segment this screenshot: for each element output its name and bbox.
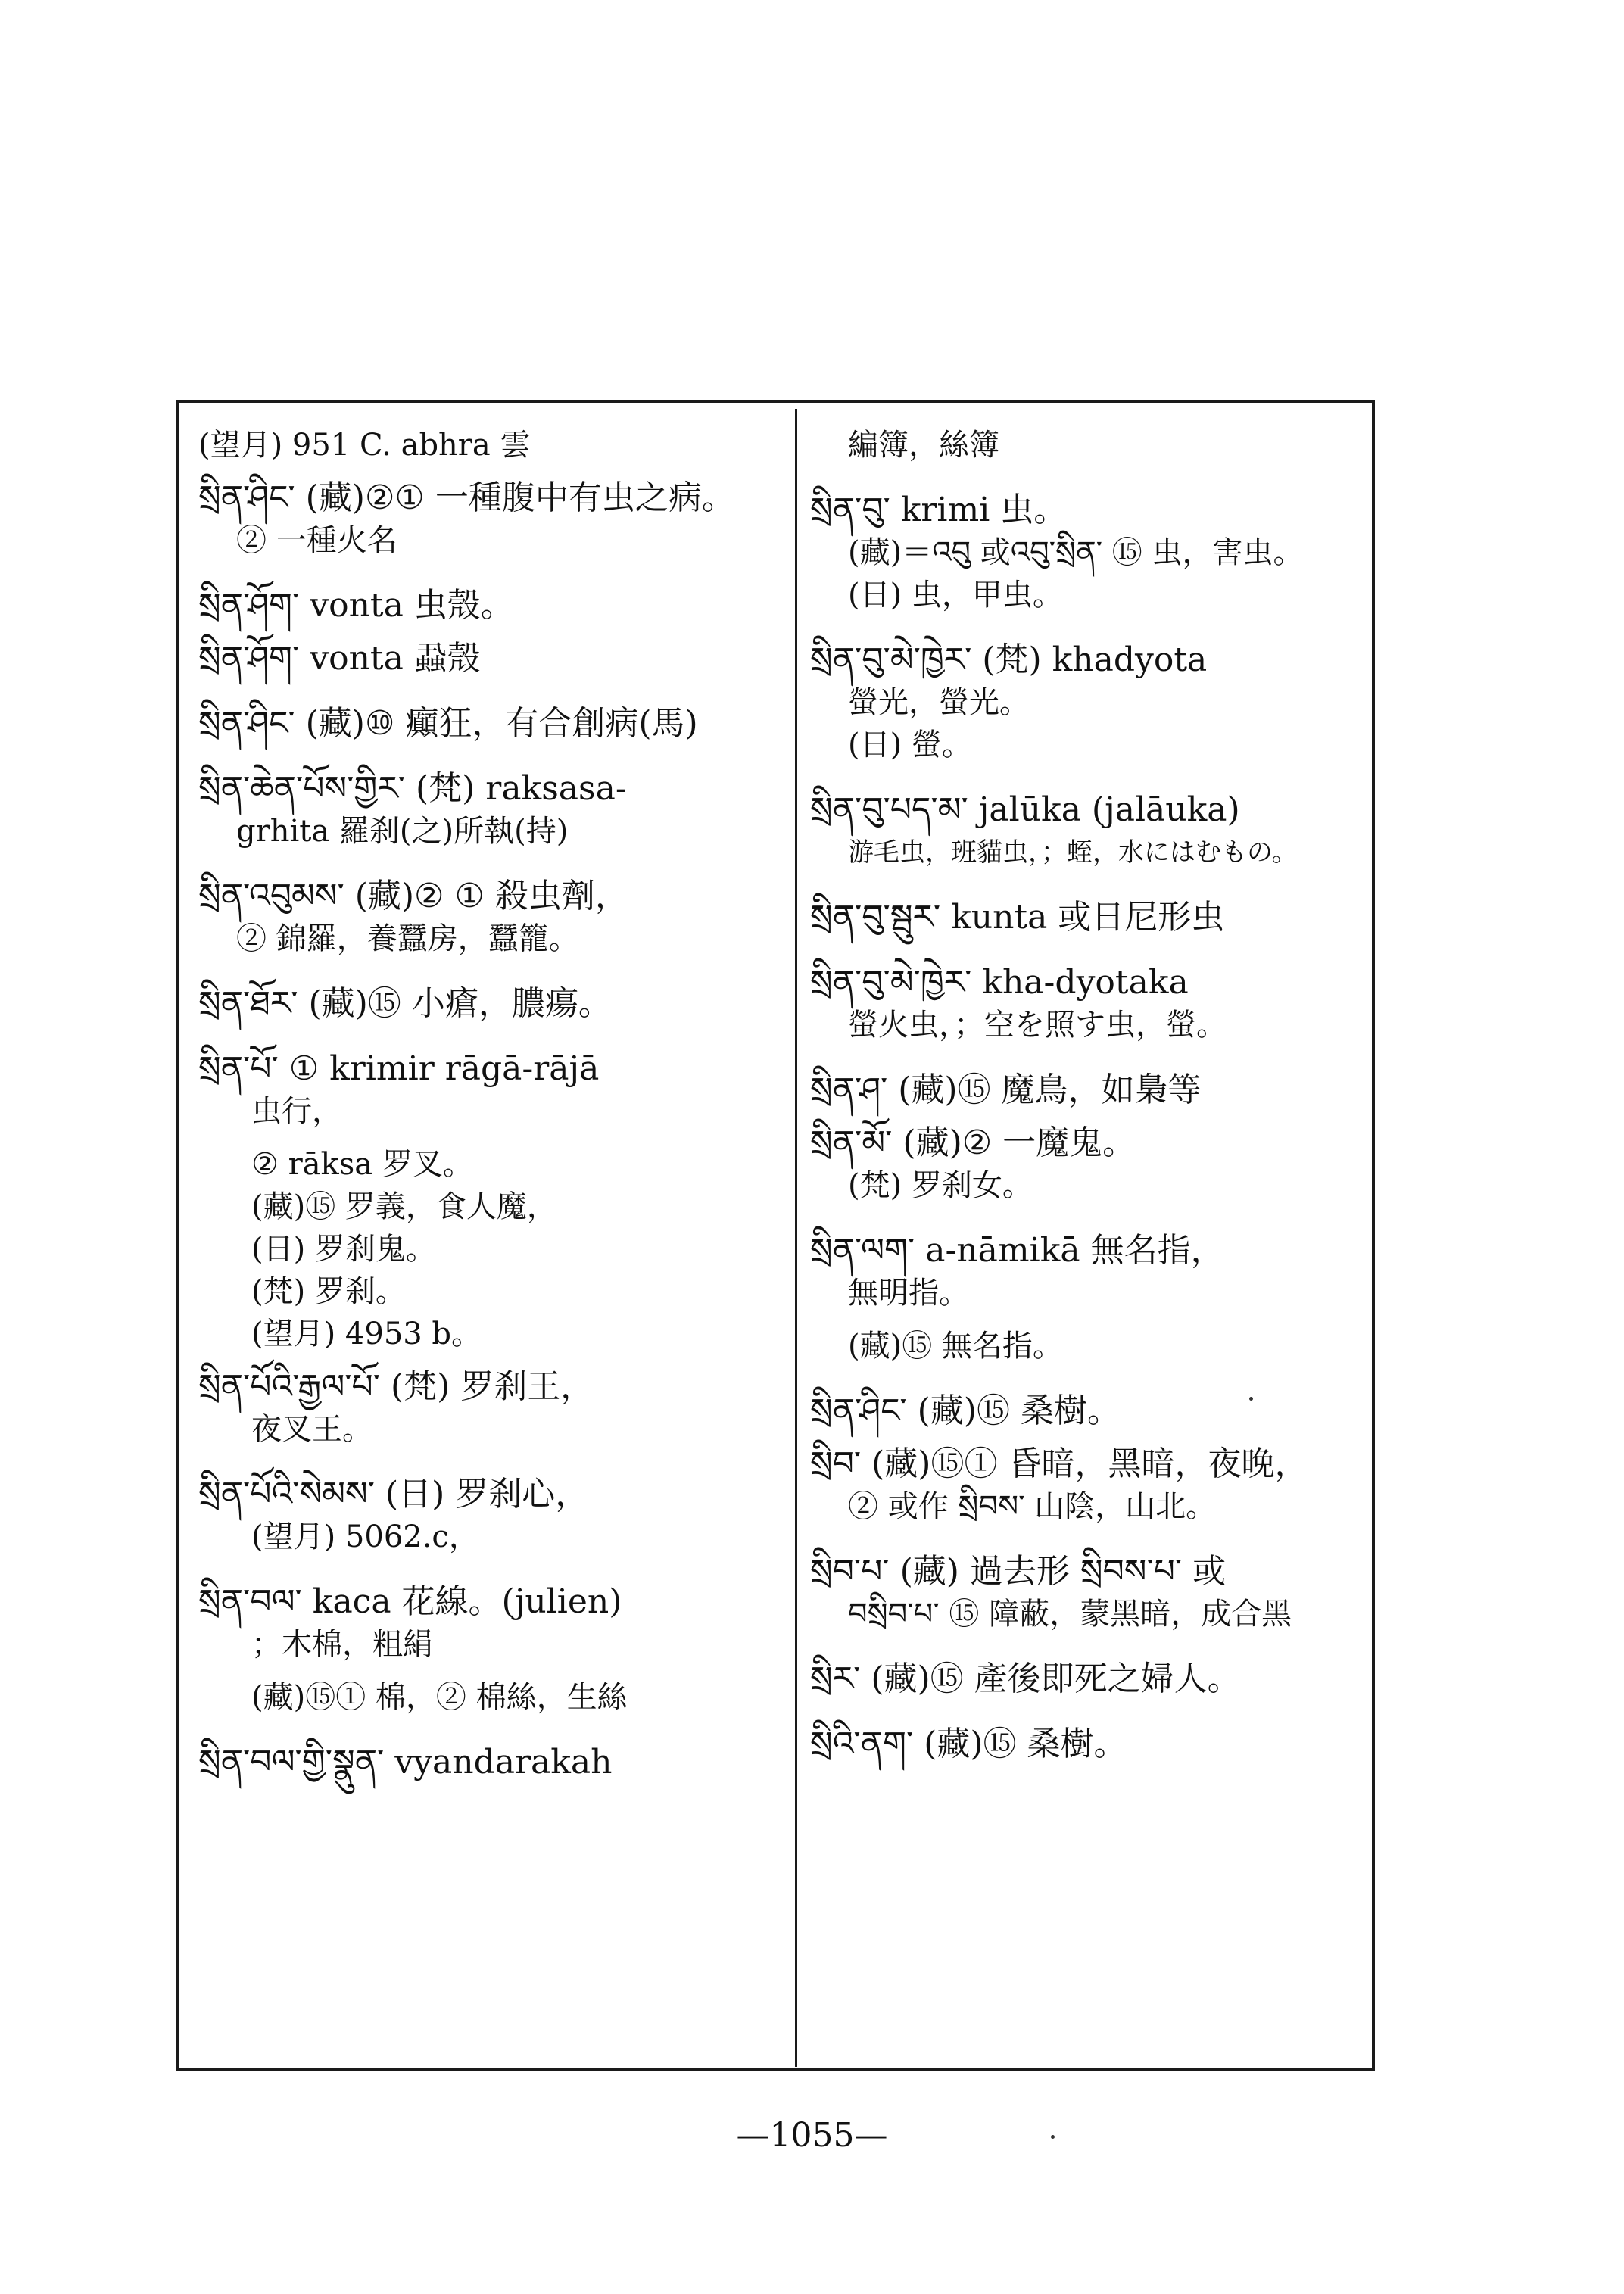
entry-line: སྲིའི་ནག་ (藏)⑮ 桑樹。 [810,1725,1127,1763]
entry-line: (藏)⑮ 罗義，食人魔， [251,1189,557,1224]
entry-line: སྲིན་ཤིང་ (藏)②① 一種腹中有虫之病。 [198,478,735,517]
entry-line: སྲིན་བལ་ kaca 花線。(julien) [198,1582,622,1621]
entry-line: སྲིན་བུ་མེ་ཁྱེར་ kha-dyotaka [810,963,1189,1002]
entry-line: སྲིན་ཆེན་པོས་གྱིར་ (梵) raksasa- [198,769,627,808]
entry-line: 夜叉王。 [251,1412,372,1447]
page-number: —1055— [736,2116,888,2155]
entry-line: སྲིན་པོའི་རྒྱལ་པོ་ (梵) 罗刹王， [198,1367,594,1406]
entry-line: (日) 虫，甲虫。 [848,578,1063,612]
entry-line: 無明指。 [848,1276,969,1311]
entry-line: (藏)⑮ 無名指。 [848,1329,1063,1364]
speck [1051,2135,1055,2139]
entry-line: 螢光，螢光。 [848,685,1030,720]
entry-line: 虫行， [251,1094,342,1129]
entry-line: སྲིན་འབུམས་ (藏)② ① 殺虫劑， [198,877,628,915]
entry-line: སྲིན་ཤ་ (藏)⑮ 魔鳥，如梟等 [810,1071,1202,1109]
entry-line: ② 一種火名 [236,523,397,558]
entry-line: (日) 螢。 [848,728,972,762]
entry-line: (藏)＝འབུ 或འབུ་སྲིན་ ⑮ 虫，害虫。 [848,535,1304,570]
entry-line: (望月) 5062.c， [251,1519,479,1554]
entry-line: སྲིན་བུ་ krimi 虫。 [810,491,1068,529]
entry-line: ② 錦羅，養蠶房，蠶籠。 [236,921,579,956]
entry-line: སྲིན་ཐོར་ (藏)⑮ 小瘡，膿瘍。 [198,984,612,1023]
entry-line: (藏)⑮① 棉，② 棉絲，生絲 [251,1680,628,1715]
speck [1249,1397,1253,1401]
entry-line: ；木棉，粗絹 [251,1627,433,1662]
entry-line: སྲིབ་པ་ (藏) 過去形 སྲིབས་པ་ 或 [810,1552,1227,1591]
entry-line: སྲིན་བལ་གྱི་སྣུན་ vyandarakah [198,1743,613,1781]
entry-line: སྲིན་པོ་ ① krimir rāgā-rājā [198,1049,600,1088]
entry-line: (望月) 951 C. abhra 雲 [198,428,531,463]
entry-line: སྲིན་པོའི་སེམས་ (日) 罗刹心， [198,1475,589,1513]
entry-line: སྲིན་བུ་པད་མ་ jalūka (jalāuka) [810,790,1240,829]
entry-line: སྲིར་ (藏)⑮ 產後即死之婦人。 [810,1660,1241,1698]
entry-line: ② 或作 སྲིབས་ 山陰，山北。 [848,1489,1217,1524]
entry-line: (日) 罗刹鬼。 [251,1232,436,1267]
entry-line: 螢火虫，；空を照す虫，螢。 [848,1008,1227,1043]
entry-line: སྲིན་ལག་ a-nāmikā 無名指， [810,1231,1224,1270]
left-column [198,424,781,1784]
entry-line: 編簿，絲簿 [848,428,999,463]
entry-line: 游毛虫，班貓虫，；蛭，水にはむもの。 [848,837,1298,868]
entry-line: སྲིབ་ (藏)⑮① 昏暗，黑暗，夜晚， [810,1445,1308,1483]
entry-line: grhita 羅刹(之)所執(持) [236,814,569,849]
entry-line: སྲིན་ཤོག་ vonta 虫殼。 [198,586,514,625]
entry-line: སྲིན་ཤིང་ (藏)⑮ 桑樹。 [810,1392,1121,1430]
entry-line: ② rāksa 罗叉。 [251,1147,473,1182]
entry-line: སྲིན་བུ་སྦུར་ kunta 或日尼形虫 [810,898,1225,937]
entry-line: (梵) 罗刹。 [251,1274,406,1309]
entry-line: (梵) 罗刹女。 [848,1168,1033,1203]
entry-line: སྲིན་ཤོག་ vonta 蝨殼 [198,639,481,678]
right-column [810,424,1367,1766]
entry-line: སྲིན་བུ་མེ་ཁྱེར་ (梵) khadyota [810,641,1208,679]
entry-line: སྲིན་ཤིང་ (藏)⑩ 癲狂，有合創病(馬) [198,704,698,743]
entry-line: བསྲིབ་པ་ ⑮ 障蔽，蒙黑暗，成合黑 [848,1597,1292,1632]
entry-line: སྲིན་མོ་ (藏)② 一魔鬼。 [810,1124,1136,1162]
column-divider [795,409,797,2067]
entry-line: (望月) 4953 b。 [251,1317,482,1351]
